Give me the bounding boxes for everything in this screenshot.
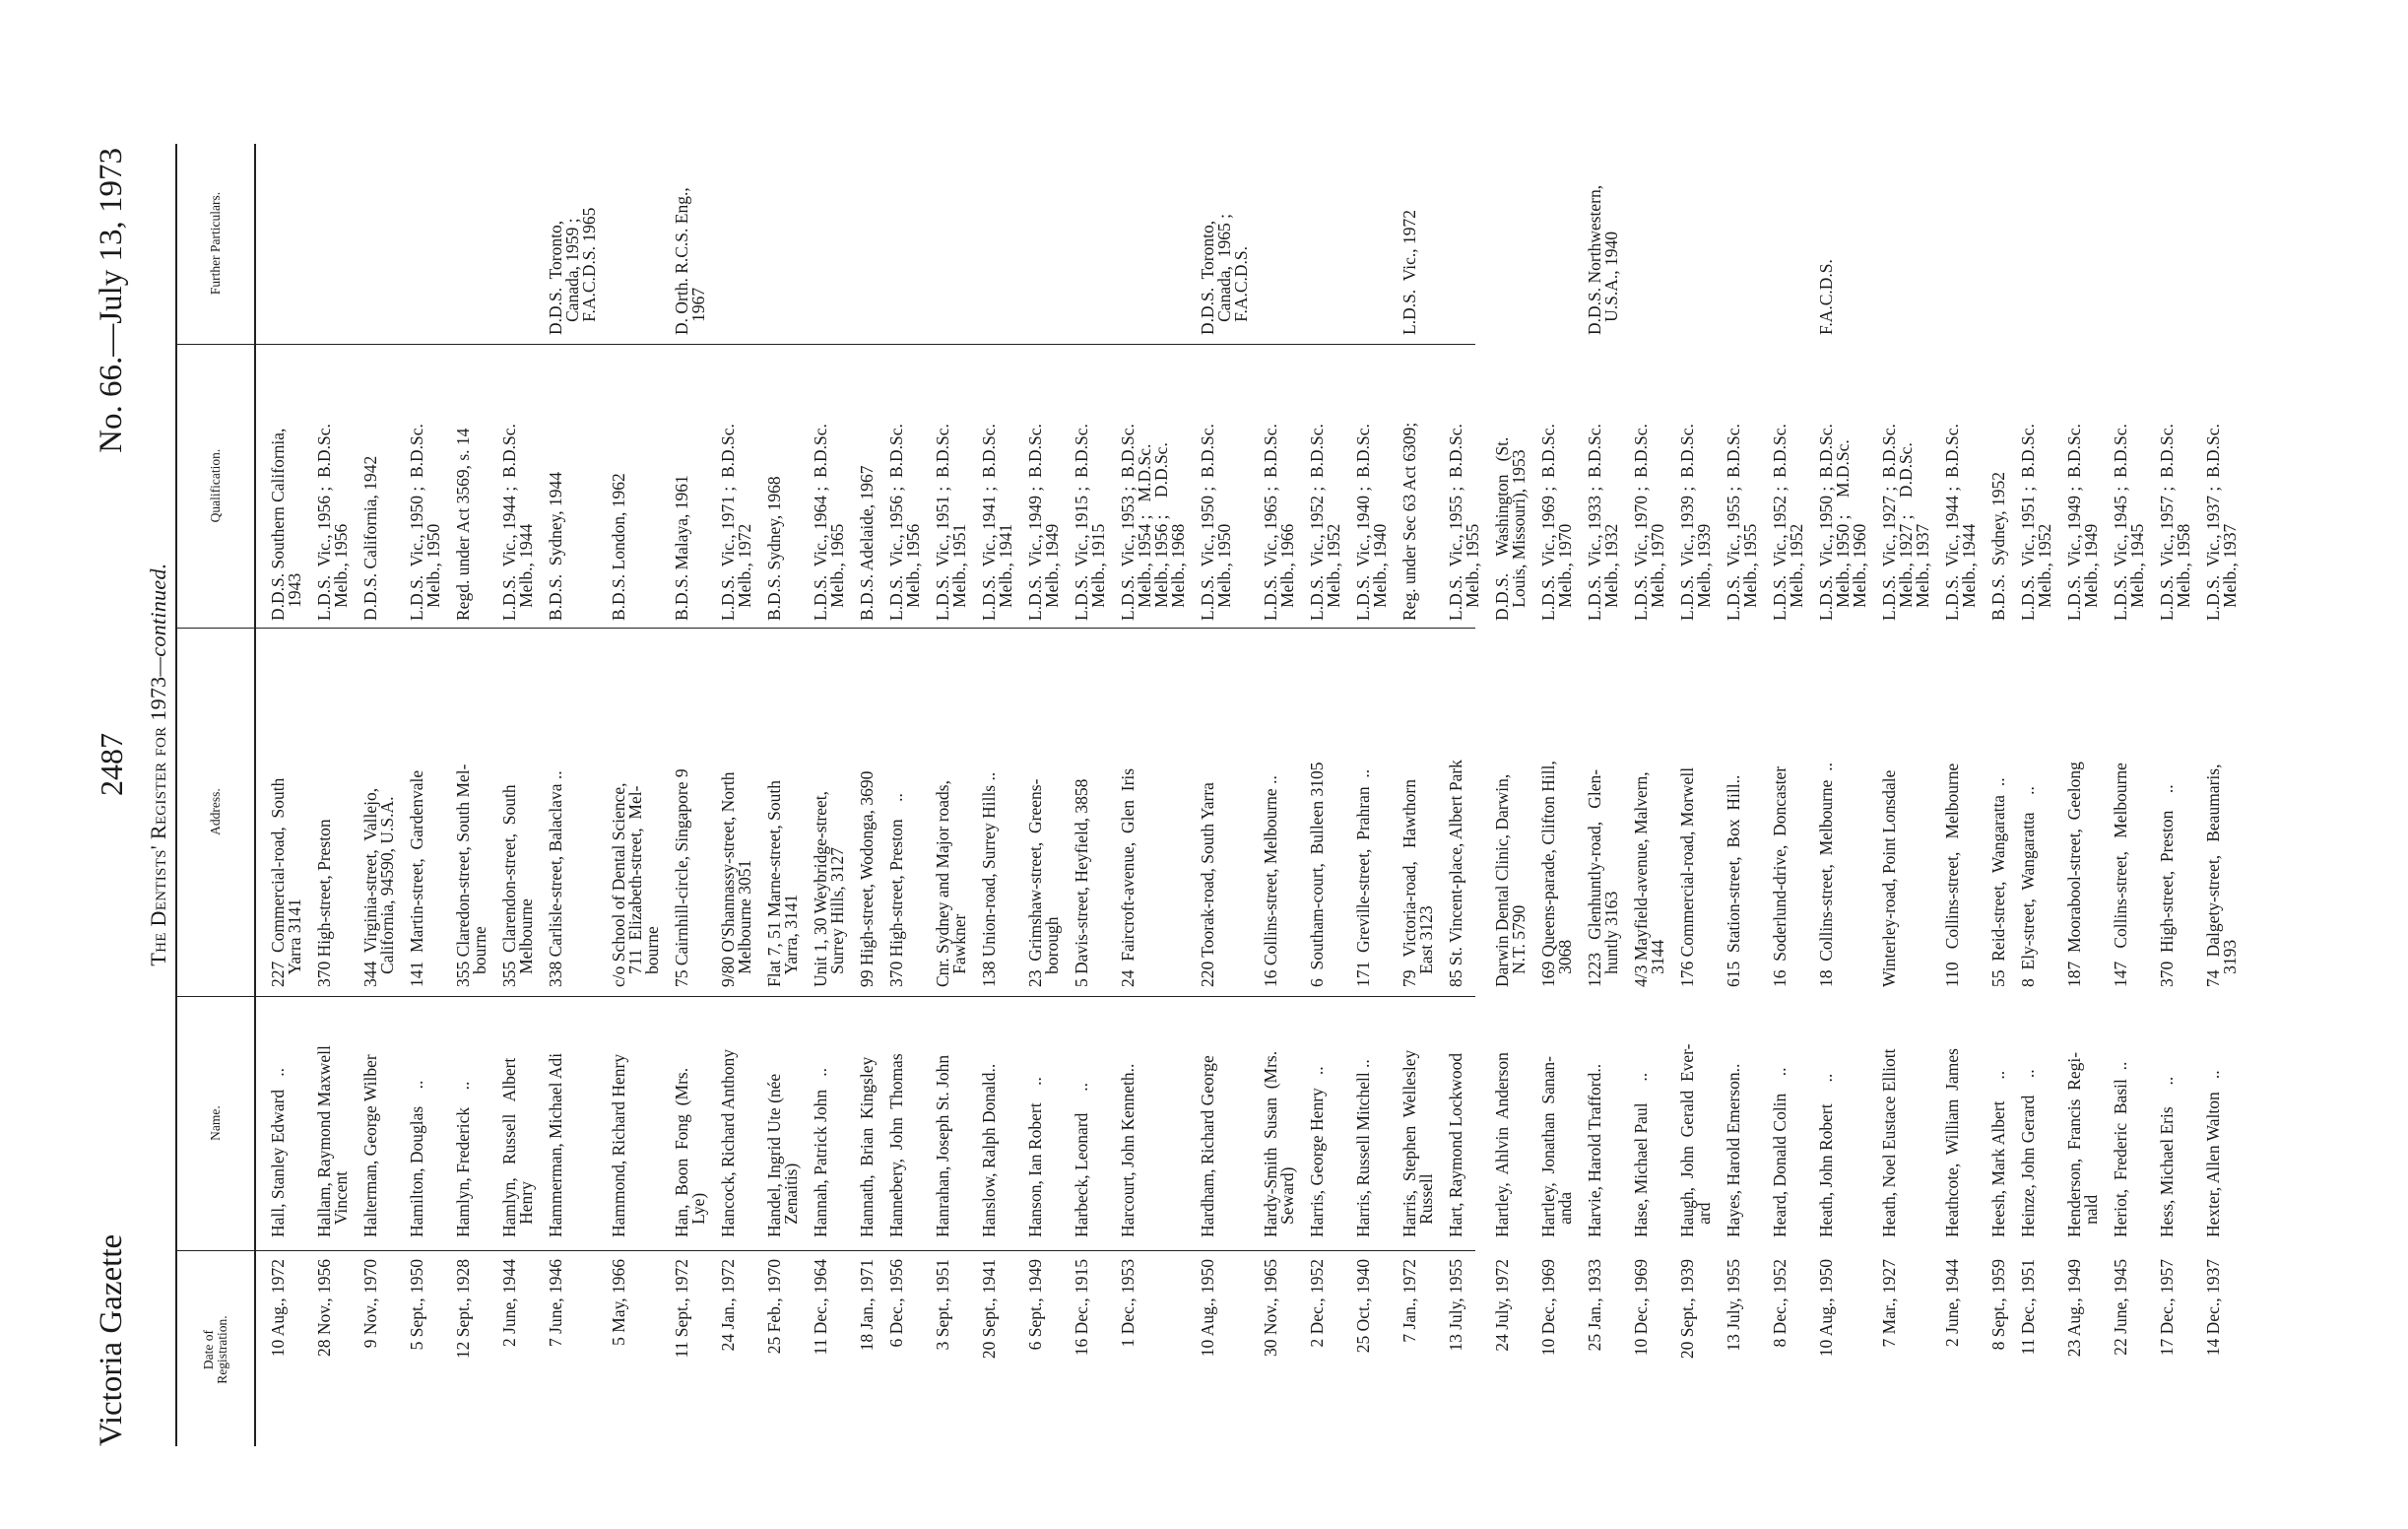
gazette-name: Victoria Gazette [94,1233,129,1446]
table-row [720,144,766,1446]
col-header-qualification: Qualification. [208,448,223,523]
table-title-main: The Dentists' Register for 1973 [146,676,170,966]
cell-further: D.D.S. Toronto, Canada, 1965 ; F.A.C.D.S. [1198,214,1251,335]
table-row [1200,144,1263,1446]
cell-name: Hannath, Brian Kingsley [857,1056,877,1237]
cell-name: Harbeck, Leonard .. [1072,1083,1091,1237]
cell-qualification: L.D.S. Vic., 1937 ; B.D.Sc. Melb., 1937 [2203,424,2240,621]
cell-qualification: L.D.S. Vic., 1939 ; B.D.Sc. Melb., 1939 [1677,424,1714,621]
cell-name: Heesh, Mark Albert .. [1988,1070,2008,1237]
cell-further: L.D.S. Vic., 1972 [1399,210,1419,335]
cell-name: Henderson, Francis Regi- nald [2064,1051,2101,1237]
cell-address: 74 Dalgety-street, Beaumaris, 3193 [2203,764,2240,987]
cell-qualification: L.D.S. Vic., 1927 ; B.D.Sc. Melb., 1927 ; D.D.Sc. Melb., 1937 [1879,424,1932,621]
table-row [2205,144,2251,1446]
cell-address: 110 Collins-street, Melbourne [1942,763,1962,987]
cell-address: 5 Davis-street, Heyfield, 3858 [1072,778,1091,987]
cell-date: 25 Feb., 1970 [764,1259,784,1355]
cell-date: 6 Sept., 1949 [1025,1259,1045,1351]
cell-name: Hall, Stanley Edward .. [268,1067,288,1237]
cell-name: Hart, Raymond Lockwood [1446,1052,1465,1237]
cell-qualification: L.D.S. Vic., 1952 ; B.D.Sc. Melb., 1952 [1770,424,1806,621]
table-row [409,144,455,1446]
table-row [1944,144,1990,1446]
cell-date: 11 Dec., 1964 [811,1259,830,1356]
cell-name: Heath, Noel Eustace Elliott [1879,1048,1899,1237]
cell-address: 355 Claredon-street, South Mel- bourne [453,764,489,987]
cell-address: 85 St. Vincent-place, Albert Park [1446,760,1465,987]
table-row [888,144,935,1446]
cell-date: 5 Sept., 1950 [407,1259,426,1351]
table-body [270,144,2251,1446]
col-header-address: Address. [208,788,223,835]
cell-date: 22 June, 1945 [2111,1259,2130,1356]
table-row [548,144,611,1446]
cell-address: 16 Collins-street, Melbourne .. [1261,775,1280,987]
cell-address: Darwin Dental Clinic, Darwin, N.T. 5790 [1492,773,1529,987]
cell-name: Han, Boon Fong (Mrs. Lye) [672,1067,708,1237]
cell-name: Hanson, Ian Robert .. [1025,1077,1045,1237]
cell-date: 28 Nov., 1956 [314,1259,334,1358]
table-row [1990,144,2020,1446]
table-row [1120,144,1200,1446]
table-row [1448,144,1494,1446]
table-row [455,144,501,1446]
cell-address: Cnr. Sydney and Major roads, Fawkner [933,780,969,987]
dentists-register-table [175,144,2251,1446]
cell-address: 23 Grimshaw-street, Greens- borough [1025,778,1062,987]
cell-qualification: B.D.S. Adelaide, 1967 [857,465,877,621]
table-row [1772,144,1818,1446]
cell-name: Hanslow, Ralph Donald.. [979,1063,999,1237]
table-row [1540,144,1587,1446]
cell-address: 9/80 O'Shannassy-street, North Melbourne 3051 [718,771,754,987]
cell-qualification: L.D.S. Vic., 1949 ; B.D.Sc. Melb., 1949 [1025,424,1062,621]
cell-qualification: L.D.S. Vic., 1970 ; B.D.Sc. Melb., 1970 [1631,424,1667,621]
cell-further: D.D.S. Toronto, Canada, 1959 ; F.A.C.D.S. 1965 [546,207,599,335]
cell-qualification: L.D.S. Vic., 1950 ; B.D.Sc. Melb., 1950 [407,424,443,621]
cell-name: Hancock, Richard Anthony [718,1049,738,1237]
cell-qualification: L.D.S. Vic., 1969 ; B.D.Sc. Melb., 1970 [1538,424,1575,621]
cell-date: 16 Dec., 1915 [1072,1259,1091,1357]
cell-address: 138 Union-road, Surrey Hills .. [979,771,999,987]
cell-name: Harcourt, John Kenneth.. [1118,1063,1138,1237]
cell-qualification: L.D.S. Vic., 1945 ; B.D.Sc. Melb., 1945 [2111,424,2147,621]
cell-qualification: L.D.S. Vic., 1964 ; B.D.Sc. Melb., 1965 [811,424,847,621]
cell-name: Heathcote, William James [1942,1048,1962,1237]
cell-further: F.A.C.D.S. [1816,259,1836,335]
cell-date: 6 Dec., 1956 [886,1259,906,1348]
cell-date: 2 June, 1944 [499,1259,519,1347]
table-row [813,144,859,1446]
cell-name: Hexter, Allen Walton .. [2203,1070,2223,1237]
table-row [1679,144,1725,1446]
cell-qualification: L.D.S. Vic., 1953 ; B.D.Sc. Melb., 1954 ; M.D.Sc. Melb., 1956 ; D.D.Sc. Melb., 1968 [1118,424,1188,621]
cell-date: 10 Dec., 1969 [1631,1259,1651,1357]
cell-date: 13 July, 1955 [1724,1259,1743,1352]
cell-name: Halterman, George Wilber [360,1054,380,1237]
cell-name: Harris, Russell Mitchell .. [1353,1059,1373,1237]
cell-qualification: L.D.S. Vic., 1951 ; B.D.Sc. Melb., 1951 [933,424,969,621]
issue-date: No. 66.—July 13, 1973 [94,148,129,453]
cell-address: 16 Soderlund-drive, Doncaster [1770,765,1790,987]
table-row [1633,144,1679,1446]
table-title [146,0,171,1529]
table-row [1355,144,1401,1446]
cell-address: 4/3 Mayfield-avenue, Malvern, 3144 [1631,771,1667,987]
cell-qualification: L.D.S. Vic., 1944 ; B.D.Sc. Melb., 1944 [1942,424,1979,621]
cell-address: 1223 Glenhuntly-road, Glen- huntly 3163 [1585,768,1621,987]
cell-qualification: L.D.S. Vic., 1951 ; B.D.Sc. Melb., 1952 [2018,424,2054,621]
cell-name: Hammond, Richard Henry [609,1053,628,1237]
table-row [611,144,674,1446]
cell-address: 147 Collins-street, Melbourne [2111,763,2130,987]
table-row [674,144,720,1446]
cell-address: 370 High-street, Preston .. [2157,784,2177,987]
cell-qualification: D.D.S. California, 1942 [360,455,380,621]
cell-address: 55 Reid-street, Wangaratta .. [1988,777,2008,987]
cell-qualification: L.D.S. Vic., 1952 ; B.D.Sc. Melb., 1952 [1307,424,1343,621]
table-row [981,144,1027,1446]
table-row [1309,144,1355,1446]
cell-name: Hamlyn, Frederick .. [453,1081,473,1237]
cell-address: Flat 7, 51 Marne-street, South Yarra, 3141 [764,780,801,987]
cell-date: 7 Jan., 1972 [1399,1259,1419,1343]
cell-address: 370 High-street, Preston [314,819,334,987]
cell-qualification: L.D.S. Vic., 1915 ; B.D.Sc. Melb., 1915 [1072,424,1108,621]
cell-address: 141 Martin-street, Gardenvale [407,769,426,987]
cell-qualification: L.D.S. Vic., 1955 ; B.D.Sc. Melb., 1955 [1724,424,1760,621]
col-header-date: Date of Registration. [201,1315,229,1384]
cell-date: 24 July, 1972 [1492,1259,1512,1352]
cell-address: 344 Virginia-street, Vallejo, California, 94590, U.S.A. [360,787,397,987]
cell-qualification: L.D.S. Vic., 1949 ; B.D.Sc. Melb., 1949 [2064,424,2101,621]
cell-address: 220 Toorak-road, South Yarra [1198,782,1217,987]
cell-qualification: L.D.S. Vic., 1941 ; B.D.Sc. Melb., 1941 [979,424,1015,621]
page-number: 2487 [94,733,129,796]
cell-name: Hannebery, John Thomas [886,1053,906,1237]
cell-name: Hase, Michael Paul .. [1631,1072,1651,1237]
cell-address: 176 Commercial-road, Morwell [1677,766,1697,987]
cell-name: Hammerman, Michael Adi [546,1052,565,1237]
table-row [2066,144,2113,1446]
cell-name: Hartley, Jonathan Sanan- anda [1538,1055,1575,1237]
cell-address: 370 High-street, Preston .. [886,793,906,987]
cell-address: c/o School of Dental Science, 711 Elizabeth-street, Mel- bourne [609,782,662,987]
cell-date: 25 Oct., 1940 [1353,1259,1373,1354]
cell-qualification: L.D.S. Vic., 1933 ; B.D.Sc. Melb., 1932 [1585,424,1621,621]
cell-date: 23 Aug., 1949 [2064,1259,2084,1358]
cell-address: 355 Clarendon-street, South Melbourne [499,784,536,987]
cell-qualification: B.D.S. Sydney, 1952 [1988,471,2008,621]
table-row [270,144,316,1446]
table-row [2159,144,2205,1446]
table-row [1074,144,1120,1446]
cell-name: Harris, Stephen Wellesley Russell [1399,1049,1436,1237]
cell-qualification: Regd. under Act 3569, s. 14 [453,428,473,621]
table-row [1587,144,1633,1446]
cell-date: 17 Dec., 1957 [2157,1259,2177,1357]
cell-date: 9 Nov., 1970 [360,1259,380,1349]
cell-name: Heath, John Robert .. [1816,1073,1836,1237]
cell-name: Heard, Donald Colin .. [1770,1067,1790,1237]
table-row [1494,144,1540,1446]
cell-date: 20 Sept., 1939 [1677,1259,1697,1360]
cell-name: Hayes, Harold Emerson.. [1724,1063,1743,1237]
cell-address: Winterley-road, Point Lonsdale [1879,769,1899,987]
table-row [935,144,981,1446]
cell-further: D.D.S. Northwestern, U.S.A., 1940 [1585,184,1621,335]
cell-qualification: B.D.S. Sydney, 1944 [546,471,565,621]
cell-name: Hardy-Smith Susan (Mrs. Seward) [1261,1050,1297,1237]
cell-qualification: L.D.S. Vic., 1950 ; B.D.Sc. Melb., 1950 ; M.D.Sc. Melb., 1960 [1816,424,1869,621]
cell-date: 8 Dec., 1952 [1770,1259,1790,1348]
cell-address: Unit 1, 30 Weybridge-street, Surrey Hills, 3127 [811,791,847,987]
cell-address: 99 High-street, Wodonga, 3690 [857,770,877,987]
cell-qualification: Reg. under Sec 63 Act 6309; [1399,422,1419,621]
cell-date: 24 Jan., 1972 [718,1259,738,1352]
cell-date: 25 Jan., 1933 [1585,1259,1604,1352]
cell-date: 3 Sept., 1951 [933,1259,952,1351]
cell-date: 10 Dec., 1969 [1538,1259,1558,1357]
cell-date: 14 Dec., 1937 [2203,1259,2223,1357]
cell-address: 227 Commercial-road, South Yarra 3141 [268,777,304,987]
table-row [859,144,888,1446]
cell-address: 24 Faircroft-avenue, Glen Iris [1118,767,1138,987]
col-header-further: Further Particulars. [208,191,223,296]
cell-address: 338 Carlisle-street, Balaclava .. [546,770,565,987]
cell-date: 13 July, 1955 [1446,1259,1465,1352]
cell-date: 2 June, 1944 [1942,1259,1962,1347]
cell-qualification: L.D.S. Vic., 1965 ; B.D.Sc. Melb., 1966 [1261,424,1297,621]
cell-date: 2 Dec., 1952 [1307,1259,1327,1348]
cell-name: Heriot, Frederic Basil .. [2111,1061,2130,1237]
cell-address: 75 Cairnhill-circle, Singapore 9 [672,768,691,987]
table-row [766,144,813,1446]
cell-date: 7 Mar., 1927 [1879,1259,1899,1348]
cell-date: 30 Nov., 1965 [1261,1259,1280,1358]
table-row [1881,144,1944,1446]
table-row [2020,144,2066,1446]
cell-qualification: L.D.S. Vic., 1971 ; B.D.Sc. Melb., 1972 [718,424,754,621]
cell-name: Heinze, John Gerard .. [2018,1069,2038,1237]
cell-name: Hallam, Raymond Maxwell Vincent [314,1045,351,1237]
cell-name: Hamilton, Douglas .. [407,1080,426,1237]
cell-qualification: L.D.S. Vic., 1956 ; B.D.Sc. Melb., 1956 [314,424,351,621]
cell-address: 187 Moorabool-street, Geelong [2064,762,2084,987]
cell-qualification: D.D.S. Washington (St. Louis, Missouri), 1953 [1492,436,1529,621]
cell-address: 18 Collins-street, Melbourne .. [1816,763,1836,987]
table-row [362,144,409,1446]
cell-date: 8 Sept., 1959 [1988,1259,2008,1351]
cell-date: 11 Dec., 1951 [2018,1259,2038,1356]
table-row [2113,144,2159,1446]
cell-name: Haugh, John Gerald Ever- ard [1677,1043,1714,1237]
cell-further: D. Orth. R.C.S. Eng., 1967 [672,187,708,335]
table-row [1818,144,1881,1446]
cell-qualification: L.D.S. Vic., 1944 ; B.D.Sc. Melb., 1944 [499,424,536,621]
cell-qualification: L.D.S. Vic., 1957 ; B.D.Sc. Melb., 1958 [2157,424,2193,621]
cell-name: Harris, George Henry .. [1307,1066,1327,1237]
table-row [316,144,362,1446]
table-row [1027,144,1074,1446]
cell-address: 169 Queens-parade, Clifton Hill, 3068 [1538,761,1575,987]
cell-name: Hannah, Patrick John .. [811,1067,830,1237]
table-row [1263,144,1309,1446]
table-row [501,144,548,1446]
cell-qualification: L.D.S. Vic., 1950 ; B.D.Sc. Melb., 1950 [1198,424,1234,621]
cell-qualification: L.D.S. Vic., 1940 ; B.D.Sc. Melb., 1940 [1353,424,1390,621]
cell-qualification: B.D.S. Sydney, 1968 [764,476,784,621]
cell-address: 171 Greville-street, Prahran .. [1353,768,1373,987]
cell-qualification: B.D.S. Malaya, 1961 [672,475,691,621]
cell-date: 10 Aug., 1972 [268,1259,288,1358]
cell-date: 10 Aug., 1950 [1198,1259,1217,1358]
cell-date: 20 Sept., 1941 [979,1259,999,1360]
cell-name: Hess, Michael Eris .. [2157,1076,2177,1237]
cell-date: 18 Jan., 1971 [857,1259,877,1352]
cell-date: 10 Aug., 1950 [1816,1259,1836,1358]
cell-date: 5 May, 1966 [609,1259,628,1346]
cell-name: Harvie, Harold Trafford.. [1585,1063,1604,1237]
col-header-name: Name. [208,1105,223,1141]
cell-qualification: B.D.S. London, 1962 [609,473,628,621]
cell-name: Hamlyn, Russell Albert Henry [499,1057,536,1237]
table-row [1725,144,1772,1446]
cell-qualification: L.D.S. Vic., 1956 ; B.D.Sc. Melb., 1956 [886,424,923,621]
cell-date: 1 Dec., 1953 [1118,1259,1138,1348]
cell-name: Hardham, Richard George [1198,1055,1217,1237]
cell-address: 6 Southam-court, Bulleen 3105 [1307,762,1327,987]
cell-qualification: D.D.S. Southern California, 1943 [268,428,304,621]
cell-name: Hartley, Ahlvin Anderson [1492,1052,1512,1237]
table-row [1401,144,1448,1446]
cell-date: 12 Sept., 1928 [453,1259,473,1360]
cell-address: 79 Victoria-road, Hawthorn East 3123 [1399,779,1436,987]
cell-qualification: L.D.S. Vic., 1955 ; B.D.Sc. Melb., 1955 [1446,424,1482,621]
cell-address: 615 Station-street, Box Hill.. [1724,774,1743,987]
cell-address: 8 Ely-street, Wangaratta .. [2018,786,2038,987]
cell-date: 11 Sept., 1972 [672,1259,691,1359]
cell-name: Handel, Ingrid Ute (née Zenaitis) [764,1073,801,1237]
table-title-suffix: —continued. [146,563,170,677]
cell-date: 7 June, 1946 [546,1259,565,1347]
cell-name: Hanrahan, Joseph St. John [933,1054,952,1237]
